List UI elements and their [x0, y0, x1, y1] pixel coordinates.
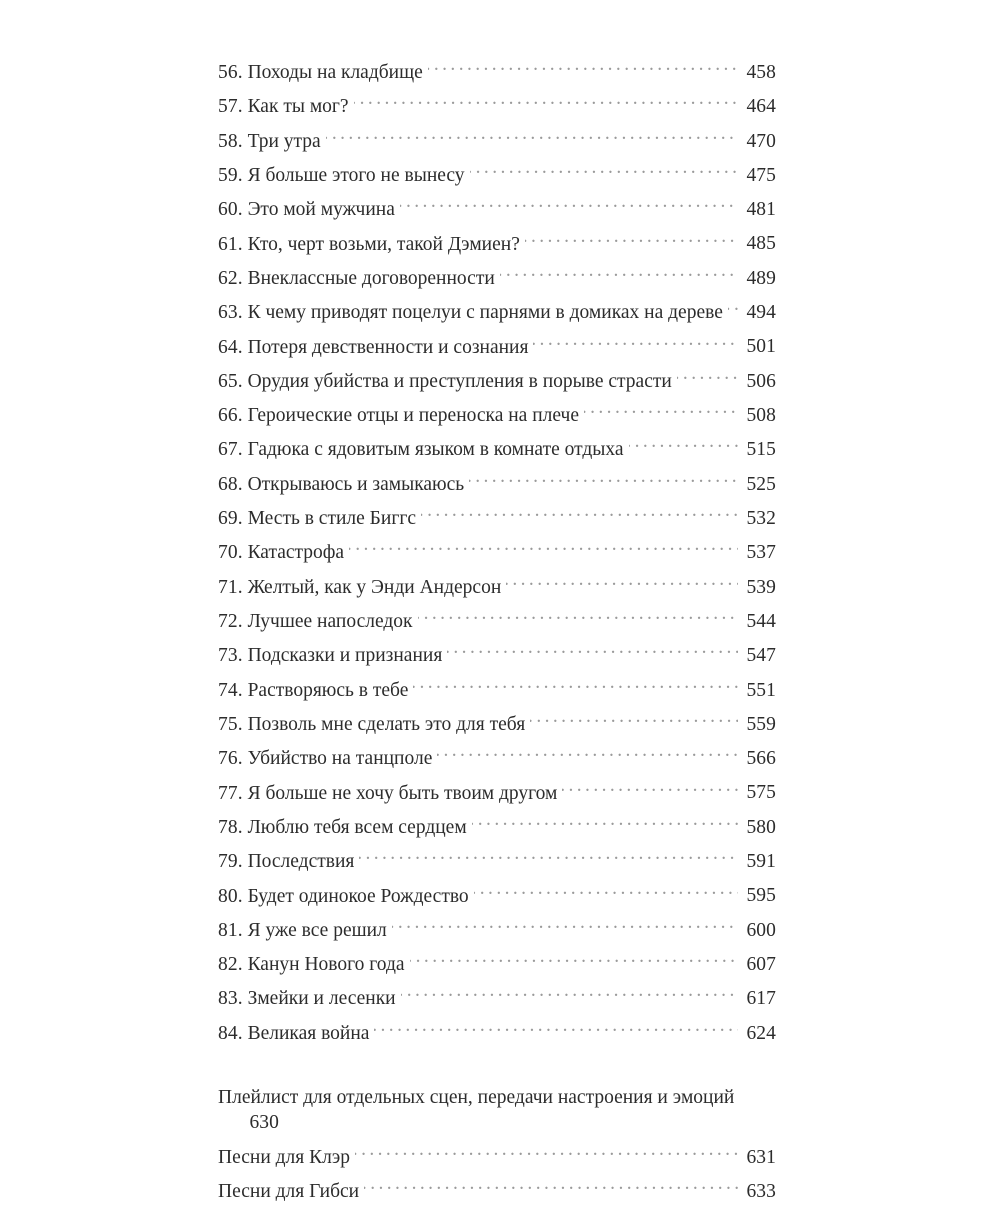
toc-entry-number: 70. [218, 542, 243, 564]
toc-entry-body [218, 704, 776, 738]
toc-page-number: 591 [746, 851, 776, 873]
toc-entry[interactable] [218, 189, 776, 223]
toc-entry[interactable] [218, 807, 776, 841]
toc-entry-number: 74. [218, 679, 243, 701]
dot-leader [421, 498, 738, 524]
dot-leader [374, 1013, 738, 1039]
toc-entry[interactable] [218, 635, 776, 669]
toc-entry-number: 59. [218, 164, 243, 186]
toc-entry-number: 72. [218, 610, 243, 632]
toc-entry-body [218, 876, 776, 910]
toc-page-number: 617 [746, 988, 776, 1010]
toc-entry-body [218, 601, 776, 635]
dot-leader [629, 429, 738, 455]
toc-page-number: 508 [746, 405, 776, 427]
toc-entry-number: 66. [218, 405, 243, 427]
dot-leader [500, 258, 738, 284]
toc-entry[interactable] [218, 224, 776, 258]
toc-entry-body [218, 978, 776, 1012]
toc-entry[interactable] [218, 670, 776, 704]
toc-entry[interactable] [218, 121, 776, 155]
toc-entry-title: Кто, черт возьми, такой Дэмиен? [247, 233, 520, 255]
toc-entry[interactable] [218, 327, 776, 361]
table-of-contents [218, 52, 776, 1205]
toc-entry-title: Змейки и лесенки [247, 988, 396, 1010]
toc-page-number: 547 [746, 645, 776, 667]
toc-page-number: 532 [746, 507, 776, 529]
toc-page-number: 580 [746, 816, 776, 838]
dot-leader [400, 189, 738, 215]
toc-page-number: 633 [746, 1181, 776, 1202]
dot-leader [437, 738, 738, 764]
toc-entry-body [218, 1013, 776, 1047]
dot-leader [364, 1171, 738, 1197]
toc-entry-body [218, 635, 776, 669]
toc-entry-number: 84. [218, 1022, 243, 1044]
toc-entry-body [218, 670, 776, 704]
dot-leader [428, 52, 738, 78]
toc-entry-number: 75. [218, 713, 243, 735]
toc-entry[interactable] [218, 1013, 776, 1047]
toc-entry-body [218, 773, 776, 807]
toc-entry-number: 71. [218, 576, 243, 598]
toc-entry-title: Потеря девственности и сознания [247, 336, 529, 358]
toc-entry[interactable] [218, 52, 776, 86]
toc-entry[interactable] [218, 601, 776, 635]
toc-entry[interactable] [218, 944, 776, 978]
toc-page-number: 607 [746, 954, 776, 976]
dot-leader [533, 327, 738, 353]
toc-page-number: 631 [746, 1146, 776, 1168]
toc-entry-number: 61. [218, 233, 243, 255]
toc-entry-body [218, 944, 776, 978]
toc-entry-title: Желтый, как у Энди Андерсон [247, 576, 502, 598]
dot-leader [355, 1137, 738, 1163]
toc-entry[interactable] [218, 704, 776, 738]
toc-entry-title: Открываюсь и замыкаюсь [247, 473, 465, 495]
toc-page-number: 575 [746, 782, 776, 804]
toc-entry-body [218, 155, 776, 189]
toc-entry-number: 62. [218, 267, 243, 289]
toc-entry[interactable] [218, 498, 776, 532]
toc-page-number: 489 [746, 267, 776, 289]
toc-page-number: 470 [746, 130, 776, 152]
toc-page-number: 551 [746, 679, 776, 701]
toc-entry[interactable] [218, 1077, 776, 1137]
dot-leader [525, 224, 738, 250]
toc-entry[interactable] [218, 738, 776, 772]
toc-entry[interactable] [218, 567, 776, 601]
toc-entry-number: 58. [218, 130, 243, 152]
toc-entry-body [218, 532, 776, 566]
toc-entry-title: Походы на кладбище [247, 61, 423, 83]
section-gap [218, 1047, 776, 1077]
toc-entry[interactable] [218, 978, 776, 1012]
toc-entry-number: 57. [218, 96, 243, 118]
toc-entry-body [218, 52, 776, 86]
toc-entry-title: Убийство на танцполе [247, 748, 433, 770]
toc-page-number: 458 [746, 61, 776, 83]
toc-entry[interactable] [218, 429, 776, 463]
toc-entry-title: Я больше не хочу быть твоим другом [247, 782, 558, 804]
toc-entry[interactable] [218, 876, 776, 910]
dot-leader [354, 86, 738, 112]
toc-entry[interactable] [218, 395, 776, 429]
toc-entry-body [218, 498, 776, 532]
toc-entry-number: 80. [218, 885, 243, 907]
toc-entry-title: Канун Нового года [247, 954, 405, 976]
toc-entry-body [218, 121, 776, 155]
toc-entry-title: Как ты мог? [247, 96, 349, 118]
toc-entry-number: 69. [218, 507, 243, 529]
dot-leader [326, 121, 738, 147]
toc-entry-title: Песни для Клэр [218, 1146, 350, 1168]
toc-page-number: 506 [746, 370, 776, 392]
toc-page-number: 624 [746, 1022, 776, 1044]
toc-entry-number: 60. [218, 199, 243, 221]
dot-leader [359, 841, 738, 867]
toc-page-number: 525 [746, 473, 776, 495]
toc-entry-body [218, 807, 776, 841]
toc-page-number: 481 [746, 199, 776, 221]
toc-entry-title: Три утра [247, 130, 321, 152]
dot-leader [469, 464, 738, 490]
toc-entry-body [218, 429, 776, 463]
toc-entry-title: К чему приводят поцелуи с парнями в домиках на дереве [247, 302, 723, 324]
toc-entry-number: 65. [218, 370, 243, 392]
toc-entry-number: 56. [218, 61, 243, 83]
toc-page-number: 595 [746, 885, 776, 907]
dot-leader [728, 292, 738, 318]
dot-leader [677, 361, 738, 387]
toc-entry-body [218, 1077, 776, 1137]
toc-entry[interactable] [218, 292, 776, 326]
toc-page-number: 501 [746, 336, 776, 358]
toc-page-number: 566 [746, 748, 776, 770]
toc-page-number: 537 [746, 542, 776, 564]
toc-entry[interactable] [218, 910, 776, 944]
toc-entry-body [218, 1137, 776, 1171]
toc-entry-body [218, 464, 776, 498]
dot-leader [349, 532, 738, 558]
toc-entry-number: 76. [218, 748, 243, 770]
toc-entry-title: Внеклассные договоренности [247, 267, 495, 289]
toc-entry[interactable] [218, 464, 776, 498]
toc-entry[interactable] [218, 1171, 776, 1205]
toc-entry-number: 64. [218, 336, 243, 358]
toc-entry-title: Позволь мне сделать это для тебя [247, 713, 526, 735]
toc-page-number: 494 [746, 302, 776, 324]
toc-entry-title: Песни для Гибси [218, 1181, 360, 1202]
toc-entry-body [218, 327, 776, 361]
toc-entry-title: Растворяюсь в тебе [247, 679, 409, 701]
toc-entry[interactable] [218, 532, 776, 566]
toc-entry[interactable] [218, 841, 776, 875]
toc-entry-title: Люблю тебя всем сердцем [247, 816, 467, 838]
toc-entry-number: 83. [218, 988, 243, 1010]
toc-entry-body [218, 361, 776, 395]
toc-entry-title: Лучшее напоследок [247, 610, 413, 632]
toc-page-number: 559 [746, 713, 776, 735]
toc-entry-number: 73. [218, 645, 243, 667]
toc-entry[interactable] [218, 155, 776, 189]
toc-page-number: 475 [746, 164, 776, 186]
dot-leader [562, 773, 738, 799]
toc-entry-title: Месть в стиле Биггс [247, 507, 416, 529]
dot-leader [530, 704, 738, 730]
toc-entry-title: Подсказки и признания [247, 645, 443, 667]
toc-page-number: 544 [746, 610, 776, 632]
toc-entry-number: 82. [218, 954, 243, 976]
toc-entry-body [218, 258, 776, 292]
toc-entry-title: Будет одинокое Рождество [247, 885, 469, 907]
toc-page-number: 485 [746, 233, 776, 255]
toc-entry-title: Героические отцы и переноска на плече [247, 405, 580, 427]
toc-entry-number: 79. [218, 851, 243, 873]
dot-leader [506, 567, 738, 593]
dot-leader [418, 601, 739, 627]
toc-entry[interactable] [218, 361, 776, 395]
toc-entry-number: 68. [218, 473, 243, 495]
toc-entry-body [218, 567, 776, 601]
toc-entry-title: Это мой мужчина [247, 199, 395, 221]
toc-entry-title: Плейлист для отдельных сцен, передачи настроения и эмоций [218, 1086, 735, 1108]
toc-entry-body [218, 292, 776, 326]
toc-entry-body [218, 86, 776, 120]
dot-leader [401, 978, 738, 1004]
toc-entry-body [218, 910, 776, 944]
toc-entry-title: Я больше этого не вынесу [247, 164, 465, 186]
toc-page-number: 539 [746, 576, 776, 598]
toc-entry-body [218, 224, 776, 258]
toc-entry-body [218, 395, 776, 429]
toc-entry[interactable] [218, 1137, 776, 1171]
toc-entry[interactable] [218, 258, 776, 292]
dot-leader [472, 807, 738, 833]
dot-leader [474, 876, 738, 902]
toc-entry-number: 77. [218, 782, 243, 804]
toc-entry[interactable] [218, 773, 776, 807]
dot-leader [392, 910, 738, 936]
toc-entry-body [218, 738, 776, 772]
toc-entry-title: Я уже все решил [247, 919, 387, 941]
toc-entry-title: Орудия убийства и преступления в порыве страсти [247, 370, 672, 392]
toc-entry-body [218, 1171, 776, 1205]
toc-entry-number: 81. [218, 919, 243, 941]
toc-entry-number: 63. [218, 302, 243, 324]
toc-page-number: 515 [746, 439, 776, 461]
dot-leader [584, 395, 738, 421]
toc-entry-title: Великая война [247, 1022, 370, 1044]
toc-entry[interactable] [218, 86, 776, 120]
dot-leader [413, 670, 738, 696]
toc-entry-body [218, 841, 776, 875]
toc-page-number: 464 [746, 96, 776, 118]
toc-page-number: 600 [746, 919, 776, 941]
toc-entry-title: Катастрофа [247, 542, 345, 564]
dot-leader [410, 944, 738, 970]
dot-leader [470, 155, 738, 181]
dot-leader [447, 635, 738, 661]
toc-entry-number: 67. [218, 439, 243, 461]
toc-entry-body [218, 189, 776, 223]
toc-entry-title: Последствия [247, 851, 355, 873]
toc-entry-number: 78. [218, 816, 243, 838]
toc-entry-title: Гадюка с ядовитым языком в комнате отдыха [247, 439, 624, 461]
toc-page-number: 630 [249, 1112, 279, 1134]
